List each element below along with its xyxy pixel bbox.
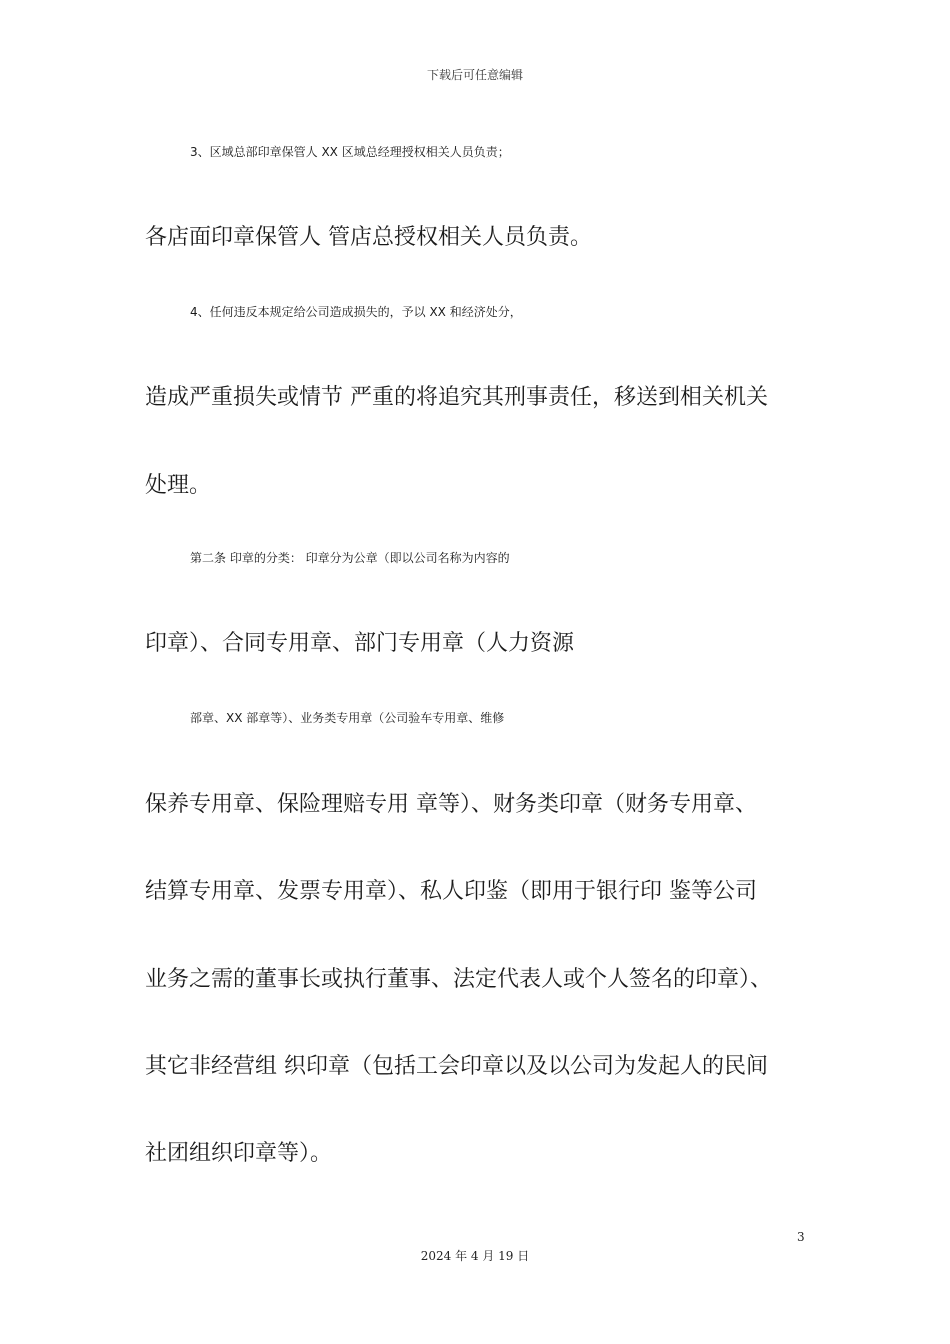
body-line-8: 部章、XX 部章等）、业务类专用章（公司验车专用章、维修 [190, 711, 505, 725]
body-line-9: 保养专用章、保险理赔专用 章等）、财务类印章（财务专用章、 [145, 792, 757, 817]
body-line-3: 4、任何违反本规定给公司造成损失的，予以 XX 和经济处分， [190, 305, 522, 319]
body-line-2: 各店面印章保管人 管店总授权相关人员负责。 [145, 225, 592, 250]
body-line-5: 处理。 [145, 473, 212, 498]
body-line-12: 其它非经营组 织印章（包括工会印章以及以公司为发起人的民间 [145, 1054, 768, 1079]
body-line-1: 3、区域总部印章保管人 XX 区域总经理授权相关人员负责； [190, 145, 510, 159]
page-number: 3 [797, 1230, 805, 1244]
footer-date: 2024 年 4 月 19 日 [420, 1249, 530, 1263]
body-line-7: 印章）、合同专用章、部门专用章（人力资源 [145, 631, 575, 656]
body-line-13: 社团组织印章等）。 [145, 1141, 333, 1166]
body-line-11: 业务之需的董事长或执行董事、法定代表人或个人签名的印章）、 [145, 967, 773, 992]
body-line-6: 第二条 印章的分类： 印章分为公章（即以公司名称为内容的 [190, 551, 510, 565]
body-line-10: 结算专用章、发票专用章）、私人印鉴（即用于银行印 鉴等公司 [145, 879, 757, 904]
body-line-4: 造成严重损失或情节 严重的将追究其刑事责任，移送到相关机关 [145, 385, 768, 410]
page-header: 下载后可任意编辑 [426, 68, 523, 82]
